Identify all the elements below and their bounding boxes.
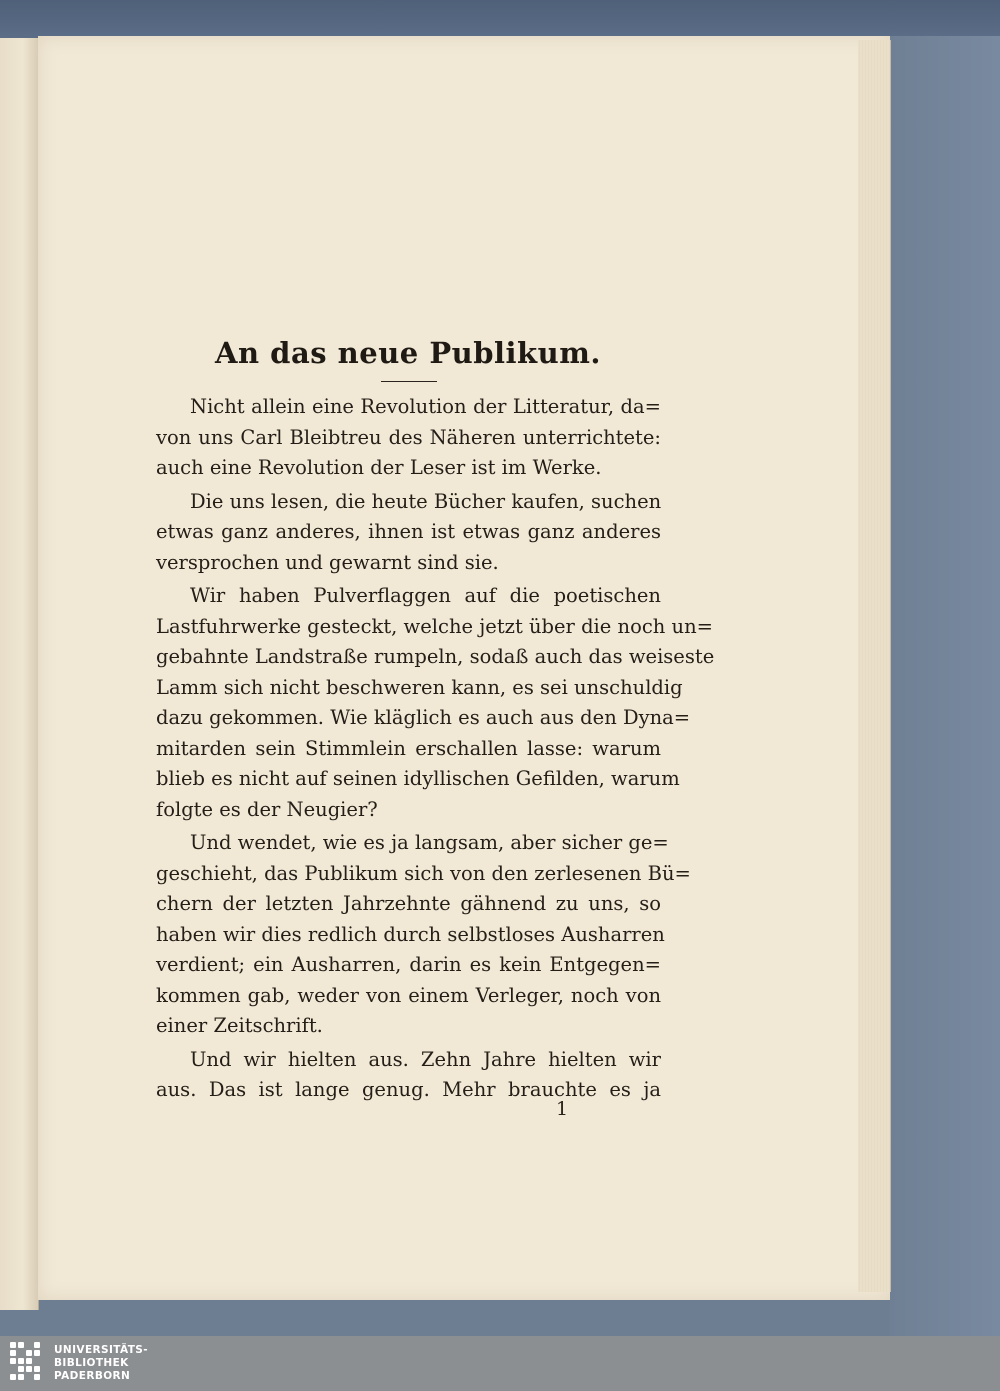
text-line: folgte es der Neugier? xyxy=(156,797,378,821)
page-number: 1 xyxy=(555,1098,569,1120)
book-cover-right xyxy=(890,36,1000,1336)
text-line: kommen gab, weder von einem Verleger, noch von xyxy=(156,983,661,1007)
text-line: Wir haben Pulverflaggen auf die poetischen xyxy=(190,584,661,607)
text-line: mitarden sein Stimmlein erschallen lasse: warum xyxy=(156,736,661,760)
footer-bar xyxy=(0,1336,1000,1391)
text-line: Lamm sich nicht beschweren kann, es sei unschuldig xyxy=(156,675,683,699)
text-line: Nicht allein eine Revolution der Litteratur, da= xyxy=(190,395,661,418)
logo-line: UNIVERSITÄTS- xyxy=(54,1343,149,1356)
library-logo-text xyxy=(54,1344,148,1383)
library-logo-icon xyxy=(10,1342,42,1384)
text-line: Und wendet, wie es ja langsam, aber sicher ge= xyxy=(190,831,669,854)
text-line: Lastfuhrwerke gesteckt, welche jetzt über die noch un= xyxy=(156,614,713,638)
text-line: Und wir hielten aus. Zehn Jahre hielten wir xyxy=(190,1047,661,1071)
text-line: gebahnte Landstraße rumpeln, sodaß auch das weiseste xyxy=(156,645,715,668)
text-line: aus. Das ist lange genug. Mehr brauchte es ja xyxy=(156,1078,661,1101)
text-line: blieb es nicht auf seinen idyllischen Gefilden, warum xyxy=(156,767,680,790)
text-line: versprochen und gewarnt sind sie. xyxy=(156,550,499,574)
text-line: chern der letzten Jahrzehnte gähnend zu uns, so xyxy=(156,892,661,915)
text-line: haben wir dies redlich durch selbstloses Ausharren xyxy=(156,922,665,946)
text-line: etwas ganz anderes, ihnen ist etwas ganz anderes xyxy=(156,520,661,543)
body-text xyxy=(156,392,715,1106)
page-edges xyxy=(858,40,891,1292)
text-line: verdient; ein Ausharren, darin es kein Entgegen= xyxy=(156,953,661,976)
logo-line: PADERBORN xyxy=(54,1369,131,1382)
library-logo xyxy=(10,1342,148,1384)
text-line: dazu gekommen. Wie kläglich es auch aus den Dyna= xyxy=(156,706,691,729)
text-line: von uns Carl Bleibtreu des Näheren unterrichtete: xyxy=(156,425,661,449)
text-line: einer Zeitschrift. xyxy=(156,1014,323,1037)
text-line: auch eine Revolution der Leser ist im Werke. xyxy=(156,456,602,479)
logo-line: BIBLIOTHEK xyxy=(54,1356,129,1369)
page-title: An das neue Publikum. xyxy=(215,336,601,370)
title-rule xyxy=(381,381,437,382)
left-page-edge xyxy=(0,38,39,1310)
text-line: geschieht, das Publikum sich von den zerlesenen Bü= xyxy=(156,861,691,885)
text-line: Die uns lesen, die heute Bücher kaufen, suchen xyxy=(190,489,662,513)
